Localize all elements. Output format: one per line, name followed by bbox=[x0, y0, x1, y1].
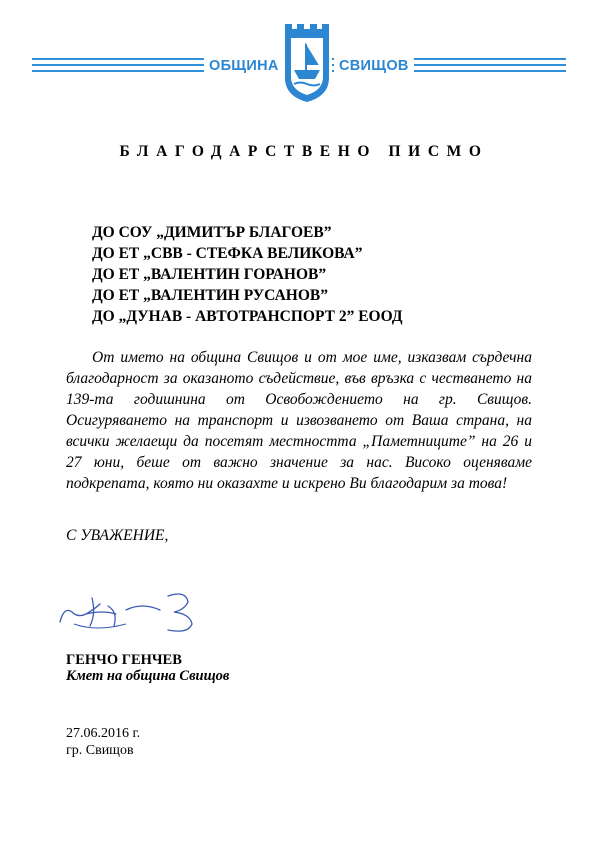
closing-salutation: С УВАЖЕНИЕ, bbox=[66, 527, 169, 544]
recipient-line: ДО СОУ „ДИМИТЪР БЛАГОЕВ” bbox=[92, 224, 332, 241]
letter-date: 27.06.2016 г. bbox=[66, 726, 141, 741]
handwritten-signature bbox=[56, 584, 216, 638]
letterhead-name-left: ОБЩИНА bbox=[204, 56, 284, 76]
recipient-line: ДО „ДУНАВ - АВТОТРАНСПОРТ 2” ЕООД bbox=[92, 308, 403, 325]
letter-place: гр. Свищов bbox=[66, 743, 134, 758]
letterhead bbox=[0, 0, 600, 110]
recipient-line: ДО ЕТ „ВАЛЕНТИН ГОРАНОВ” bbox=[92, 266, 327, 283]
letterhead-name-right: СВИЩОВ bbox=[334, 56, 414, 76]
recipient-line: ДО ЕТ „ВАЛЕНТИН РУСАНОВ” bbox=[92, 287, 328, 304]
recipient-list bbox=[92, 222, 403, 327]
municipality-crest-icon bbox=[282, 20, 332, 104]
recipient-line: ДО ЕТ „СВВ - СТЕФКА ВЕЛИКОВА” bbox=[92, 245, 363, 262]
letter-title: БЛАГОДАРСТВЕНО ПИСМО bbox=[119, 143, 489, 160]
signer-name: ГЕНЧО ГЕНЧЕВ bbox=[66, 652, 182, 668]
letter-body: От името на община Свищов и от мое име, изказвам сърдечна благодарност за оказаното съдействие, във връзка с честването на 139-та годишнина от Освобождението на гр. Свищов. Осигуряването на транспорт и извозването от Ваша страна, на всички желаещи да посетят местността „Паметниците” на 26 и 27 юни, беше от важно значение за нас. Високо оценяваме подкрепата, която ни оказахте и искрено Ви благодарим за това! bbox=[66, 349, 532, 492]
signer-role: Кмет на община Свищов bbox=[66, 668, 230, 684]
